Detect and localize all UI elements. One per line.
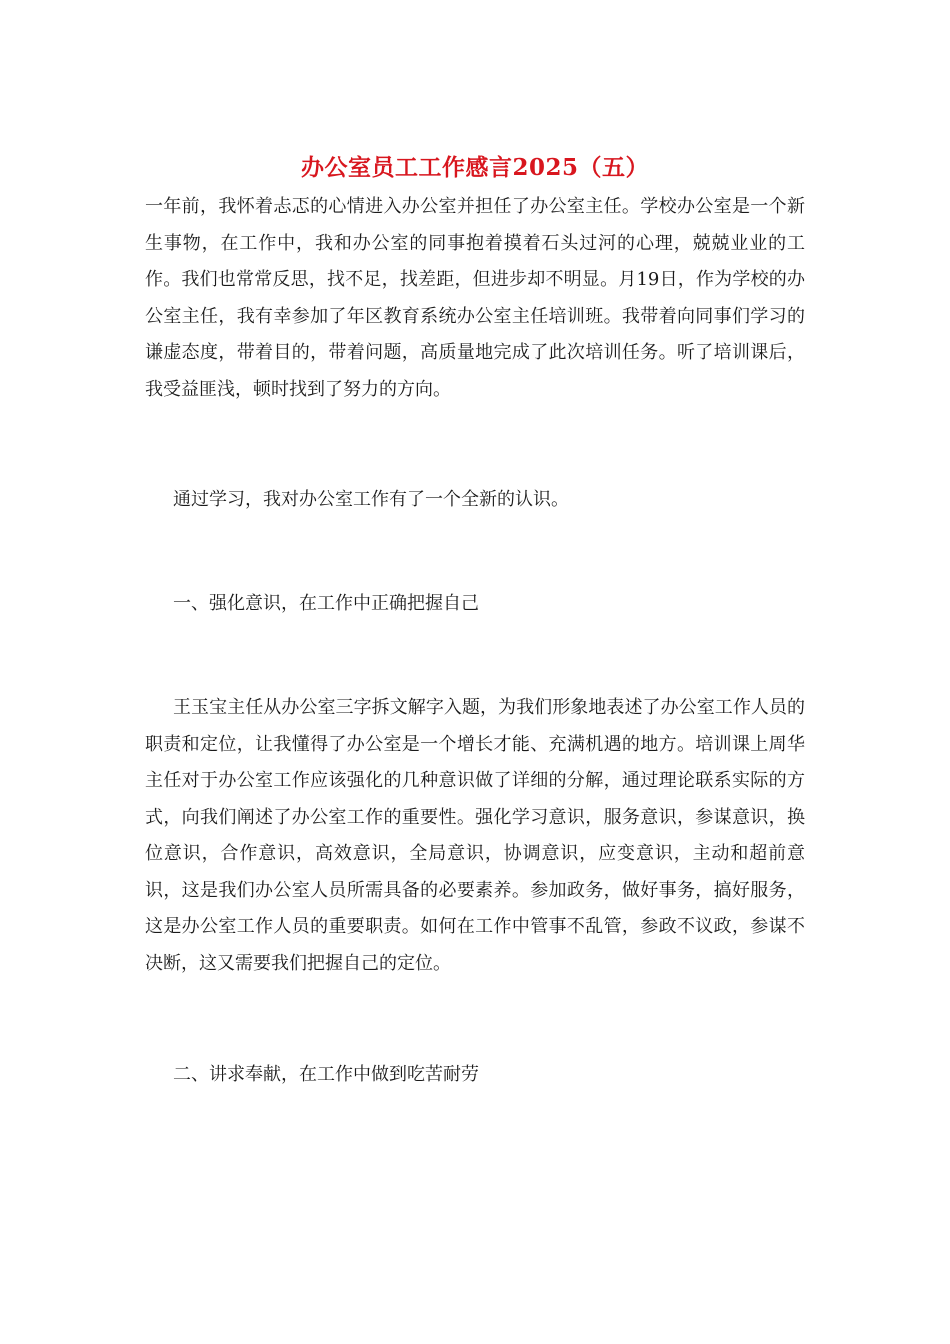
paragraph-intro: 一年前，我怀着忐忑的心情进入办公室并担任了办公室主任。学校办公室是一个新生事物，在工作中，我和办公室的同事抱着摸着石头过河的心理，兢兢业业的工作。我们也常常反思，找不足，找差距，但进步却不明显。月19日，作为学校的办公室主任，我有幸参加了年区教育系统办公室主任培训班。我带着向同事们学习的谦虚态度，带着目的，带着问题，高质量地完成了此次培训任务。听了培训课后，我受益匪浅，顿时找到了努力的方向。 bbox=[145, 196, 805, 400]
document-title: 办公室员工工作感言2025（五） bbox=[300, 154, 649, 181]
paragraph-section-1-body: 王玉宝主任从办公室三字拆文解字入题，为我们形象地表述了办公室工作人员的职责和定位，让我懂得了办公室是一个增长才能、充满机遇的地方。培训课上周华主任对于办公室工作应该强化的几种意识做了详细的分解，通过理论联系实际的方式，向我们阐述了办公室工作的重要性。强化学习意识，服务意识，参谋意识，换位意识，合作意识，高效意识，全局意识，协调意识，应变意识，主动和超前意识，这是我们办公室人员所需具备的必要素养。参加政务，做好事务，搞好服务，这是办公室工作人员的重要职责。如何在工作中管事不乱管，参政不议政，参谋不决断，这又需要我们把握自己的定位。 bbox=[145, 697, 805, 974]
section-heading-1: 一、强化意识，在工作中正确把握自己 bbox=[173, 593, 479, 614]
section-heading-2: 二、讲求奉献，在工作中做到吃苦耐劳 bbox=[173, 1064, 479, 1085]
paragraph-understanding: 通过学习，我对办公室工作有了一个全新的认识。 bbox=[173, 489, 569, 510]
